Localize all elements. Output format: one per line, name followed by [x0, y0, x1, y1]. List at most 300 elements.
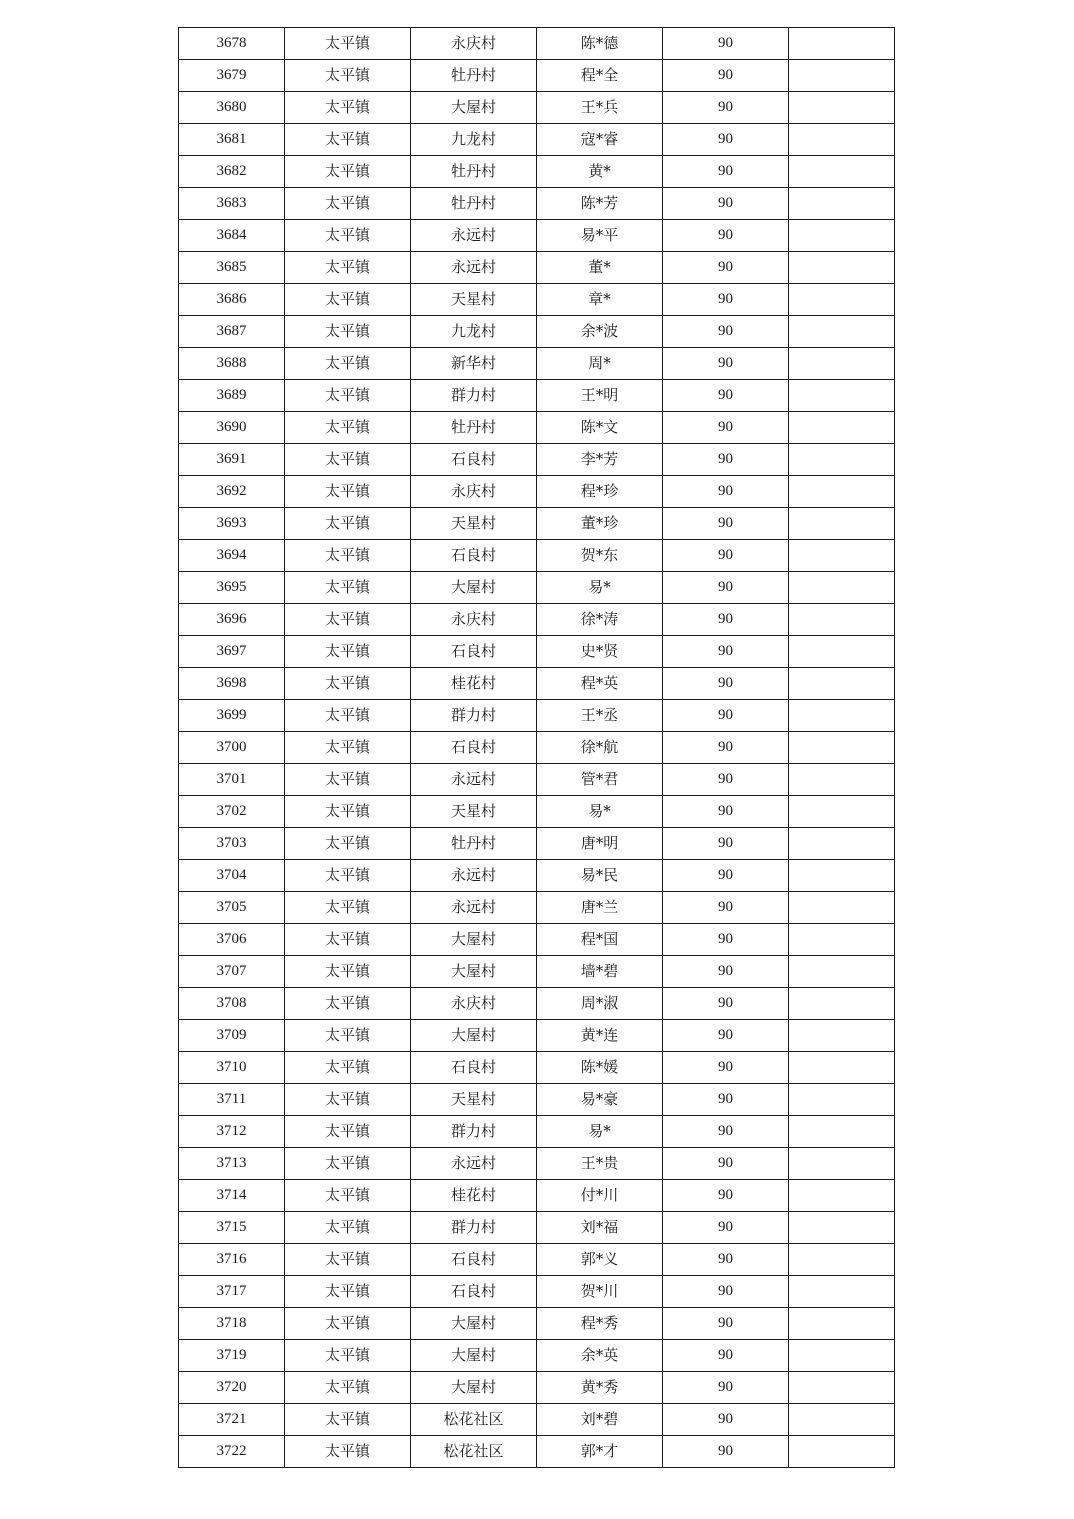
table-row: [179, 796, 895, 828]
table-row: [179, 188, 895, 220]
serial-number-cell: 3682: [179, 156, 285, 188]
village-cell: 桂花村: [411, 1180, 537, 1212]
remark-cell: [789, 1148, 895, 1180]
remark-cell: [789, 1372, 895, 1404]
village-cell: 石良村: [411, 444, 537, 476]
village-cell: 永庆村: [411, 604, 537, 636]
name-cell: 付*川: [537, 1180, 663, 1212]
town-cell: 太平镇: [285, 124, 411, 156]
serial-number-cell: 3708: [179, 988, 285, 1020]
town-cell: 太平镇: [285, 796, 411, 828]
serial-number-cell: 3699: [179, 700, 285, 732]
remark-cell: [789, 1212, 895, 1244]
serial-number-cell: 3710: [179, 1052, 285, 1084]
amount-cell: 90: [663, 508, 789, 540]
remark-cell: [789, 1116, 895, 1148]
name-cell: 陈*芳: [537, 188, 663, 220]
serial-number-cell: 3712: [179, 1116, 285, 1148]
town-cell: 太平镇: [285, 828, 411, 860]
town-cell: 太平镇: [285, 1212, 411, 1244]
remark-cell: [789, 924, 895, 956]
serial-number-cell: 3685: [179, 252, 285, 284]
town-cell: 太平镇: [285, 380, 411, 412]
remark-cell: [789, 636, 895, 668]
serial-number-cell: 3690: [179, 412, 285, 444]
name-cell: 唐*明: [537, 828, 663, 860]
table-row: [179, 444, 895, 476]
remark-cell: [789, 284, 895, 316]
town-cell: 太平镇: [285, 1308, 411, 1340]
village-cell: 九龙村: [411, 316, 537, 348]
amount-cell: 90: [663, 476, 789, 508]
town-cell: 太平镇: [285, 284, 411, 316]
town-cell: 太平镇: [285, 668, 411, 700]
town-cell: 太平镇: [285, 988, 411, 1020]
table-row: [179, 892, 895, 924]
town-cell: 太平镇: [285, 540, 411, 572]
serial-number-cell: 3698: [179, 668, 285, 700]
table-row: [179, 28, 895, 60]
remark-cell: [789, 476, 895, 508]
name-cell: 刘*碧: [537, 1404, 663, 1436]
remark-cell: [789, 188, 895, 220]
serial-number-cell: 3703: [179, 828, 285, 860]
village-cell: 松花社区: [411, 1404, 537, 1436]
amount-cell: 90: [663, 28, 789, 60]
remark-cell: [789, 124, 895, 156]
serial-number-cell: 3702: [179, 796, 285, 828]
amount-cell: 90: [663, 220, 789, 252]
serial-number-cell: 3689: [179, 380, 285, 412]
amount-cell: 90: [663, 1180, 789, 1212]
name-cell: 余*英: [537, 1340, 663, 1372]
name-cell: 易*: [537, 572, 663, 604]
amount-cell: 90: [663, 60, 789, 92]
table-row: [179, 1212, 895, 1244]
serial-number-cell: 3715: [179, 1212, 285, 1244]
table-row: [179, 92, 895, 124]
town-cell: 太平镇: [285, 412, 411, 444]
village-cell: 大屋村: [411, 1020, 537, 1052]
table-row: [179, 828, 895, 860]
amount-cell: 90: [663, 412, 789, 444]
serial-number-cell: 3678: [179, 28, 285, 60]
name-cell: 寇*睿: [537, 124, 663, 156]
serial-number-cell: 3696: [179, 604, 285, 636]
town-cell: 太平镇: [285, 1276, 411, 1308]
town-cell: 太平镇: [285, 956, 411, 988]
table-row: [179, 284, 895, 316]
name-cell: 陈*德: [537, 28, 663, 60]
amount-cell: 90: [663, 1308, 789, 1340]
village-cell: 永远村: [411, 252, 537, 284]
village-cell: 永远村: [411, 220, 537, 252]
amount-cell: 90: [663, 700, 789, 732]
serial-number-cell: 3684: [179, 220, 285, 252]
remark-cell: [789, 252, 895, 284]
village-cell: 牡丹村: [411, 156, 537, 188]
table-row: [179, 476, 895, 508]
table-row: [179, 252, 895, 284]
remark-cell: [789, 700, 895, 732]
amount-cell: 90: [663, 1340, 789, 1372]
name-cell: 陈*文: [537, 412, 663, 444]
remark-cell: [789, 1244, 895, 1276]
name-cell: 王*明: [537, 380, 663, 412]
town-cell: 太平镇: [285, 572, 411, 604]
town-cell: 太平镇: [285, 60, 411, 92]
table-row: [179, 1308, 895, 1340]
village-cell: 石良村: [411, 540, 537, 572]
village-cell: 天星村: [411, 508, 537, 540]
remark-cell: [789, 1340, 895, 1372]
remark-cell: [789, 1020, 895, 1052]
serial-number-cell: 3714: [179, 1180, 285, 1212]
amount-cell: 90: [663, 1052, 789, 1084]
name-cell: 程*秀: [537, 1308, 663, 1340]
serial-number-cell: 3695: [179, 572, 285, 604]
name-cell: 贺*东: [537, 540, 663, 572]
amount-cell: 90: [663, 668, 789, 700]
town-cell: 太平镇: [285, 220, 411, 252]
name-cell: 李*芳: [537, 444, 663, 476]
town-cell: 太平镇: [285, 732, 411, 764]
village-cell: 群力村: [411, 1212, 537, 1244]
village-cell: 永庆村: [411, 988, 537, 1020]
remark-cell: [789, 60, 895, 92]
name-cell: 章*: [537, 284, 663, 316]
town-cell: 太平镇: [285, 700, 411, 732]
name-cell: 易*平: [537, 220, 663, 252]
serial-number-cell: 3706: [179, 924, 285, 956]
table-row: [179, 860, 895, 892]
remark-cell: [789, 412, 895, 444]
village-cell: 大屋村: [411, 1372, 537, 1404]
amount-cell: 90: [663, 1436, 789, 1468]
amount-cell: 90: [663, 1116, 789, 1148]
town-cell: 太平镇: [285, 1020, 411, 1052]
name-cell: 周*淑: [537, 988, 663, 1020]
table-row: [179, 636, 895, 668]
village-cell: 永庆村: [411, 28, 537, 60]
table-body: [179, 28, 895, 1468]
remark-cell: [789, 444, 895, 476]
table-row: [179, 668, 895, 700]
amount-cell: 90: [663, 444, 789, 476]
town-cell: 太平镇: [285, 1148, 411, 1180]
remark-cell: [789, 1308, 895, 1340]
table-row: [179, 988, 895, 1020]
name-cell: 郭*义: [537, 1244, 663, 1276]
amount-cell: 90: [663, 828, 789, 860]
remark-cell: [789, 220, 895, 252]
remark-cell: [789, 668, 895, 700]
amount-cell: 90: [663, 156, 789, 188]
town-cell: 太平镇: [285, 1340, 411, 1372]
table-row: [179, 1404, 895, 1436]
village-cell: 牡丹村: [411, 188, 537, 220]
name-cell: 易*: [537, 796, 663, 828]
table-row: [179, 1148, 895, 1180]
amount-cell: 90: [663, 988, 789, 1020]
town-cell: 太平镇: [285, 28, 411, 60]
remark-cell: [789, 764, 895, 796]
amount-cell: 90: [663, 92, 789, 124]
serial-number-cell: 3683: [179, 188, 285, 220]
name-cell: 周*: [537, 348, 663, 380]
remark-cell: [789, 796, 895, 828]
village-cell: 九龙村: [411, 124, 537, 156]
village-cell: 新华村: [411, 348, 537, 380]
table-row: [179, 732, 895, 764]
town-cell: 太平镇: [285, 348, 411, 380]
amount-cell: 90: [663, 1084, 789, 1116]
village-cell: 天星村: [411, 1084, 537, 1116]
table-row: [179, 924, 895, 956]
serial-number-cell: 3713: [179, 1148, 285, 1180]
village-cell: 永远村: [411, 1148, 537, 1180]
serial-number-cell: 3716: [179, 1244, 285, 1276]
serial-number-cell: 3687: [179, 316, 285, 348]
town-cell: 太平镇: [285, 1052, 411, 1084]
table-row: [179, 1020, 895, 1052]
amount-cell: 90: [663, 604, 789, 636]
village-cell: 石良村: [411, 1052, 537, 1084]
table-row: [179, 1180, 895, 1212]
serial-number-cell: 3700: [179, 732, 285, 764]
serial-number-cell: 3705: [179, 892, 285, 924]
remark-cell: [789, 316, 895, 348]
name-cell: 程*珍: [537, 476, 663, 508]
town-cell: 太平镇: [285, 764, 411, 796]
amount-cell: 90: [663, 380, 789, 412]
name-cell: 王*丞: [537, 700, 663, 732]
amount-cell: 90: [663, 892, 789, 924]
amount-cell: 90: [663, 284, 789, 316]
town-cell: 太平镇: [285, 1244, 411, 1276]
name-cell: 黄*秀: [537, 1372, 663, 1404]
remark-cell: [789, 508, 895, 540]
name-cell: 史*贤: [537, 636, 663, 668]
serial-number-cell: 3679: [179, 60, 285, 92]
table-row: [179, 1084, 895, 1116]
table-row: [179, 764, 895, 796]
table-row: [179, 956, 895, 988]
town-cell: 太平镇: [285, 156, 411, 188]
name-cell: 墙*碧: [537, 956, 663, 988]
serial-number-cell: 3704: [179, 860, 285, 892]
village-cell: 大屋村: [411, 924, 537, 956]
table-row: [179, 1116, 895, 1148]
remark-cell: [789, 540, 895, 572]
remark-cell: [789, 1276, 895, 1308]
name-cell: 余*波: [537, 316, 663, 348]
village-cell: 永庆村: [411, 476, 537, 508]
remark-cell: [789, 604, 895, 636]
table-row: [179, 60, 895, 92]
name-cell: 程*全: [537, 60, 663, 92]
village-cell: 永远村: [411, 764, 537, 796]
town-cell: 太平镇: [285, 1436, 411, 1468]
village-cell: 松花社区: [411, 1436, 537, 1468]
remark-cell: [789, 1052, 895, 1084]
amount-cell: 90: [663, 252, 789, 284]
name-cell: 黄*: [537, 156, 663, 188]
amount-cell: 90: [663, 1020, 789, 1052]
town-cell: 太平镇: [285, 188, 411, 220]
village-cell: 大屋村: [411, 1340, 537, 1372]
name-cell: 董*珍: [537, 508, 663, 540]
amount-cell: 90: [663, 540, 789, 572]
table-row: [179, 700, 895, 732]
amount-cell: 90: [663, 348, 789, 380]
remark-cell: [789, 892, 895, 924]
name-cell: 易*豪: [537, 1084, 663, 1116]
remark-cell: [789, 92, 895, 124]
name-cell: 黄*连: [537, 1020, 663, 1052]
serial-number-cell: 3718: [179, 1308, 285, 1340]
name-cell: 程*英: [537, 668, 663, 700]
remark-cell: [789, 1084, 895, 1116]
table-row: [179, 380, 895, 412]
amount-cell: 90: [663, 1372, 789, 1404]
village-cell: 大屋村: [411, 92, 537, 124]
table-row: [179, 220, 895, 252]
name-cell: 易*民: [537, 860, 663, 892]
table-row: [179, 1340, 895, 1372]
amount-cell: 90: [663, 188, 789, 220]
serial-number-cell: 3719: [179, 1340, 285, 1372]
amount-cell: 90: [663, 1404, 789, 1436]
village-cell: 大屋村: [411, 1308, 537, 1340]
name-cell: 刘*福: [537, 1212, 663, 1244]
serial-number-cell: 3701: [179, 764, 285, 796]
village-cell: 牡丹村: [411, 60, 537, 92]
serial-number-cell: 3717: [179, 1276, 285, 1308]
table-row: [179, 1052, 895, 1084]
amount-cell: 90: [663, 124, 789, 156]
name-cell: 程*国: [537, 924, 663, 956]
name-cell: 董*: [537, 252, 663, 284]
serial-number-cell: 3709: [179, 1020, 285, 1052]
amount-cell: 90: [663, 1276, 789, 1308]
town-cell: 太平镇: [285, 1116, 411, 1148]
village-cell: 天星村: [411, 284, 537, 316]
table-row: [179, 348, 895, 380]
town-cell: 太平镇: [285, 892, 411, 924]
table-row: [179, 540, 895, 572]
remark-cell: [789, 572, 895, 604]
amount-cell: 90: [663, 956, 789, 988]
serial-number-cell: 3694: [179, 540, 285, 572]
town-cell: 太平镇: [285, 1180, 411, 1212]
table-row: [179, 412, 895, 444]
name-cell: 徐*涛: [537, 604, 663, 636]
village-cell: 天星村: [411, 796, 537, 828]
serial-number-cell: 3680: [179, 92, 285, 124]
serial-number-cell: 3722: [179, 1436, 285, 1468]
serial-number-cell: 3707: [179, 956, 285, 988]
village-cell: 群力村: [411, 700, 537, 732]
remark-cell: [789, 860, 895, 892]
town-cell: 太平镇: [285, 1084, 411, 1116]
village-cell: 大屋村: [411, 572, 537, 604]
town-cell: 太平镇: [285, 1404, 411, 1436]
amount-cell: 90: [663, 636, 789, 668]
village-cell: 群力村: [411, 380, 537, 412]
town-cell: 太平镇: [285, 316, 411, 348]
serial-number-cell: 3693: [179, 508, 285, 540]
remark-cell: [789, 988, 895, 1020]
town-cell: 太平镇: [285, 604, 411, 636]
village-cell: 大屋村: [411, 956, 537, 988]
town-cell: 太平镇: [285, 636, 411, 668]
name-cell: 管*君: [537, 764, 663, 796]
town-cell: 太平镇: [285, 476, 411, 508]
table-row: [179, 316, 895, 348]
village-cell: 永远村: [411, 860, 537, 892]
serial-number-cell: 3721: [179, 1404, 285, 1436]
serial-number-cell: 3686: [179, 284, 285, 316]
remark-cell: [789, 956, 895, 988]
name-cell: 徐*航: [537, 732, 663, 764]
table-row: [179, 508, 895, 540]
table-row: [179, 1372, 895, 1404]
village-cell: 石良村: [411, 732, 537, 764]
amount-cell: 90: [663, 860, 789, 892]
name-cell: 王*贵: [537, 1148, 663, 1180]
name-cell: 贺*川: [537, 1276, 663, 1308]
serial-number-cell: 3692: [179, 476, 285, 508]
town-cell: 太平镇: [285, 924, 411, 956]
table-row: [179, 1436, 895, 1468]
village-cell: 石良村: [411, 636, 537, 668]
village-cell: 群力村: [411, 1116, 537, 1148]
town-cell: 太平镇: [285, 860, 411, 892]
remark-cell: [789, 348, 895, 380]
town-cell: 太平镇: [285, 444, 411, 476]
serial-number-cell: 3697: [179, 636, 285, 668]
serial-number-cell: 3720: [179, 1372, 285, 1404]
village-cell: 牡丹村: [411, 412, 537, 444]
table-row: [179, 1244, 895, 1276]
serial-number-cell: 3688: [179, 348, 285, 380]
name-cell: 陈*媛: [537, 1052, 663, 1084]
remark-cell: [789, 380, 895, 412]
remark-cell: [789, 1180, 895, 1212]
town-cell: 太平镇: [285, 92, 411, 124]
name-cell: 王*兵: [537, 92, 663, 124]
amount-cell: 90: [663, 1148, 789, 1180]
village-cell: 永远村: [411, 892, 537, 924]
town-cell: 太平镇: [285, 252, 411, 284]
amount-cell: 90: [663, 572, 789, 604]
remark-cell: [789, 156, 895, 188]
village-cell: 石良村: [411, 1244, 537, 1276]
village-cell: 牡丹村: [411, 828, 537, 860]
table-row: [179, 156, 895, 188]
name-cell: 易*: [537, 1116, 663, 1148]
remark-cell: [789, 1404, 895, 1436]
village-cell: 桂花村: [411, 668, 537, 700]
serial-number-cell: 3691: [179, 444, 285, 476]
table-row: [179, 604, 895, 636]
remark-cell: [789, 828, 895, 860]
amount-cell: 90: [663, 1244, 789, 1276]
town-cell: 太平镇: [285, 1372, 411, 1404]
remark-cell: [789, 1436, 895, 1468]
table-row: [179, 1276, 895, 1308]
